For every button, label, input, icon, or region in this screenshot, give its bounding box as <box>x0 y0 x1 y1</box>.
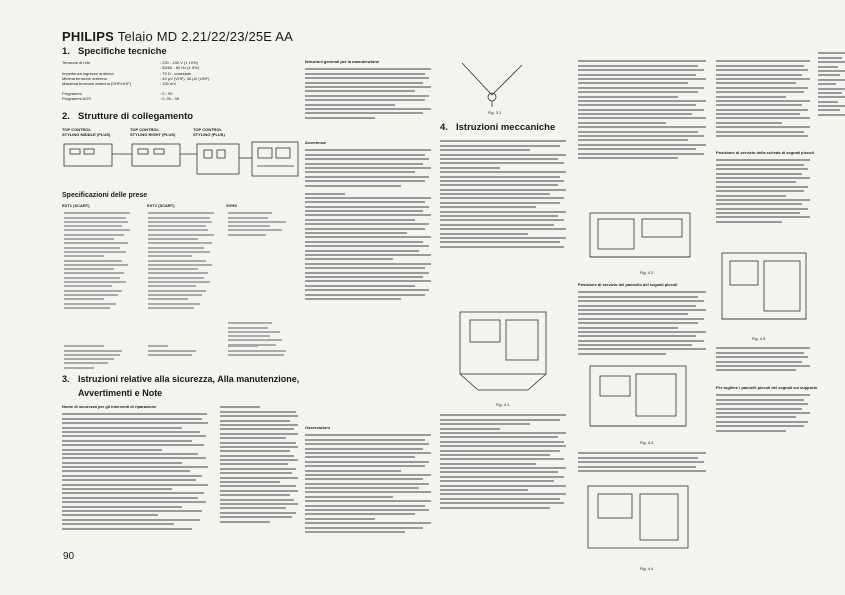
pin-col-2-title: EXT2 (SCART) <box>147 203 175 208</box>
spec-label: Massima tensione antenna (VHF/UHF) <box>62 81 131 86</box>
fig-4-1-caption: Fig. 4.1 <box>496 402 510 407</box>
spec-value: : 0 - 99 <box>160 91 173 96</box>
pin-col-1-title: EXT1 (SCART) <box>62 203 90 208</box>
pin-footer-1 <box>64 343 124 371</box>
spec-label: Programmi AOS <box>62 96 91 101</box>
control-label-2: TOP CONTROL STYLING RIGHT (PLUS) <box>130 127 176 138</box>
section-2-heading: 2. Strutture di collegamento <box>62 111 194 122</box>
control-label-1: TOP CONTROL STYLING MIDDLE (PLUS) <box>62 127 111 138</box>
fig-4-2-caption: Fig. 4.2 <box>640 270 654 275</box>
spec-value: : 50/60 - 60 Hz (± 5%) <box>160 65 200 70</box>
figure-4-3 <box>580 360 705 440</box>
page-title <box>62 29 293 44</box>
pin-spec-heading: Specificazioni delle prese <box>62 192 148 199</box>
service-board-heading: Posizione di servizio della scheda di segnali piccoli <box>716 150 814 155</box>
spec-value: : 220 - 240 V (± 10%) <box>160 60 198 65</box>
far-right-text-2 <box>716 157 812 225</box>
observations-heading: Osservazioni <box>305 425 330 430</box>
spec-label: Tensione di rete <box>62 60 91 65</box>
spec-label: Minima tensione antenna <box>62 76 107 81</box>
far-right-text-4 <box>716 392 812 434</box>
page-number: 90 <box>63 551 75 562</box>
pin-list-2 <box>148 210 218 311</box>
figure-4-2 <box>580 205 705 270</box>
mechanical-text-2 <box>440 412 568 511</box>
figure-4-1 <box>448 300 568 400</box>
right-text-3 <box>578 450 708 474</box>
figure-4-5 <box>716 245 816 335</box>
pin-list-3 <box>228 210 292 238</box>
pin-footer-2 <box>148 343 218 358</box>
safety-note-heading: Nome di sicurezza per gli interventi di riparazione <box>62 404 157 409</box>
maintenance-text <box>305 66 433 121</box>
cut-off-column <box>818 50 845 118</box>
figure-4-4 <box>580 480 705 560</box>
right-text-2 <box>578 289 708 357</box>
maintenance-heading: Istruzioni generali per la manutenzione <box>305 59 380 64</box>
section-3-subheading: Avvertimenti e Note <box>78 388 163 398</box>
mechanical-text <box>440 138 568 250</box>
fig-3-1-caption: Fig. 3.1 <box>488 110 502 115</box>
fig-4-3-caption: Fig. 4.3 <box>640 440 654 445</box>
safety-text-col <box>62 411 212 532</box>
far-right-text-3 <box>716 345 812 374</box>
spec-label: Impedenza ingresso antenna <box>62 71 114 76</box>
spec-value: : 100 mV <box>160 81 177 86</box>
fig-4-5-caption: Fig. 4.5 <box>752 336 766 341</box>
fig-4-4-caption: Fig. 4.4 <box>640 566 654 571</box>
spec-label: Programmi <box>62 91 82 96</box>
spec-value: : 40 µV (VHF), 40 µV (UHF) <box>160 76 210 81</box>
connection-diagram <box>62 140 302 188</box>
remove-panels-heading: Per togliere i pannelli piccoli dei segnali sul supporto <box>716 385 818 390</box>
pin-col-3-title: SVHS <box>226 203 237 208</box>
warnings-heading: Avvertenze <box>305 140 327 145</box>
section-1-heading: 1. Specifiche tecniche <box>62 46 167 57</box>
safety-text-col-2 <box>220 404 300 525</box>
section-3-heading: 3. Istruzioni relative alla sicurezza, Alla manutenzione, <box>62 374 300 384</box>
section-4-heading: 4. Istruzioni meccaniche <box>440 122 556 133</box>
pin-footer-3 <box>228 343 292 358</box>
right-text-1 <box>578 58 708 161</box>
observations-text <box>305 432 433 535</box>
far-right-text-1 <box>716 58 812 139</box>
brand-name: PHILIPS <box>62 29 114 44</box>
spec-value: : 75 Ω - coassiale <box>160 71 192 76</box>
spec-value: : 0, 00 - 99 <box>160 96 180 101</box>
warnings-text <box>305 147 433 302</box>
model-name: Telaio MD 2.21/22/23/25E AA <box>117 29 294 44</box>
figure-3-1 <box>452 55 552 113</box>
pin-list-1 <box>64 210 134 311</box>
service-position-heading: Posizione di servizio del pannello dei segnali piccoli <box>578 282 678 287</box>
control-label-3: TOP CONTROL STYLING (PLUS) <box>193 127 225 138</box>
